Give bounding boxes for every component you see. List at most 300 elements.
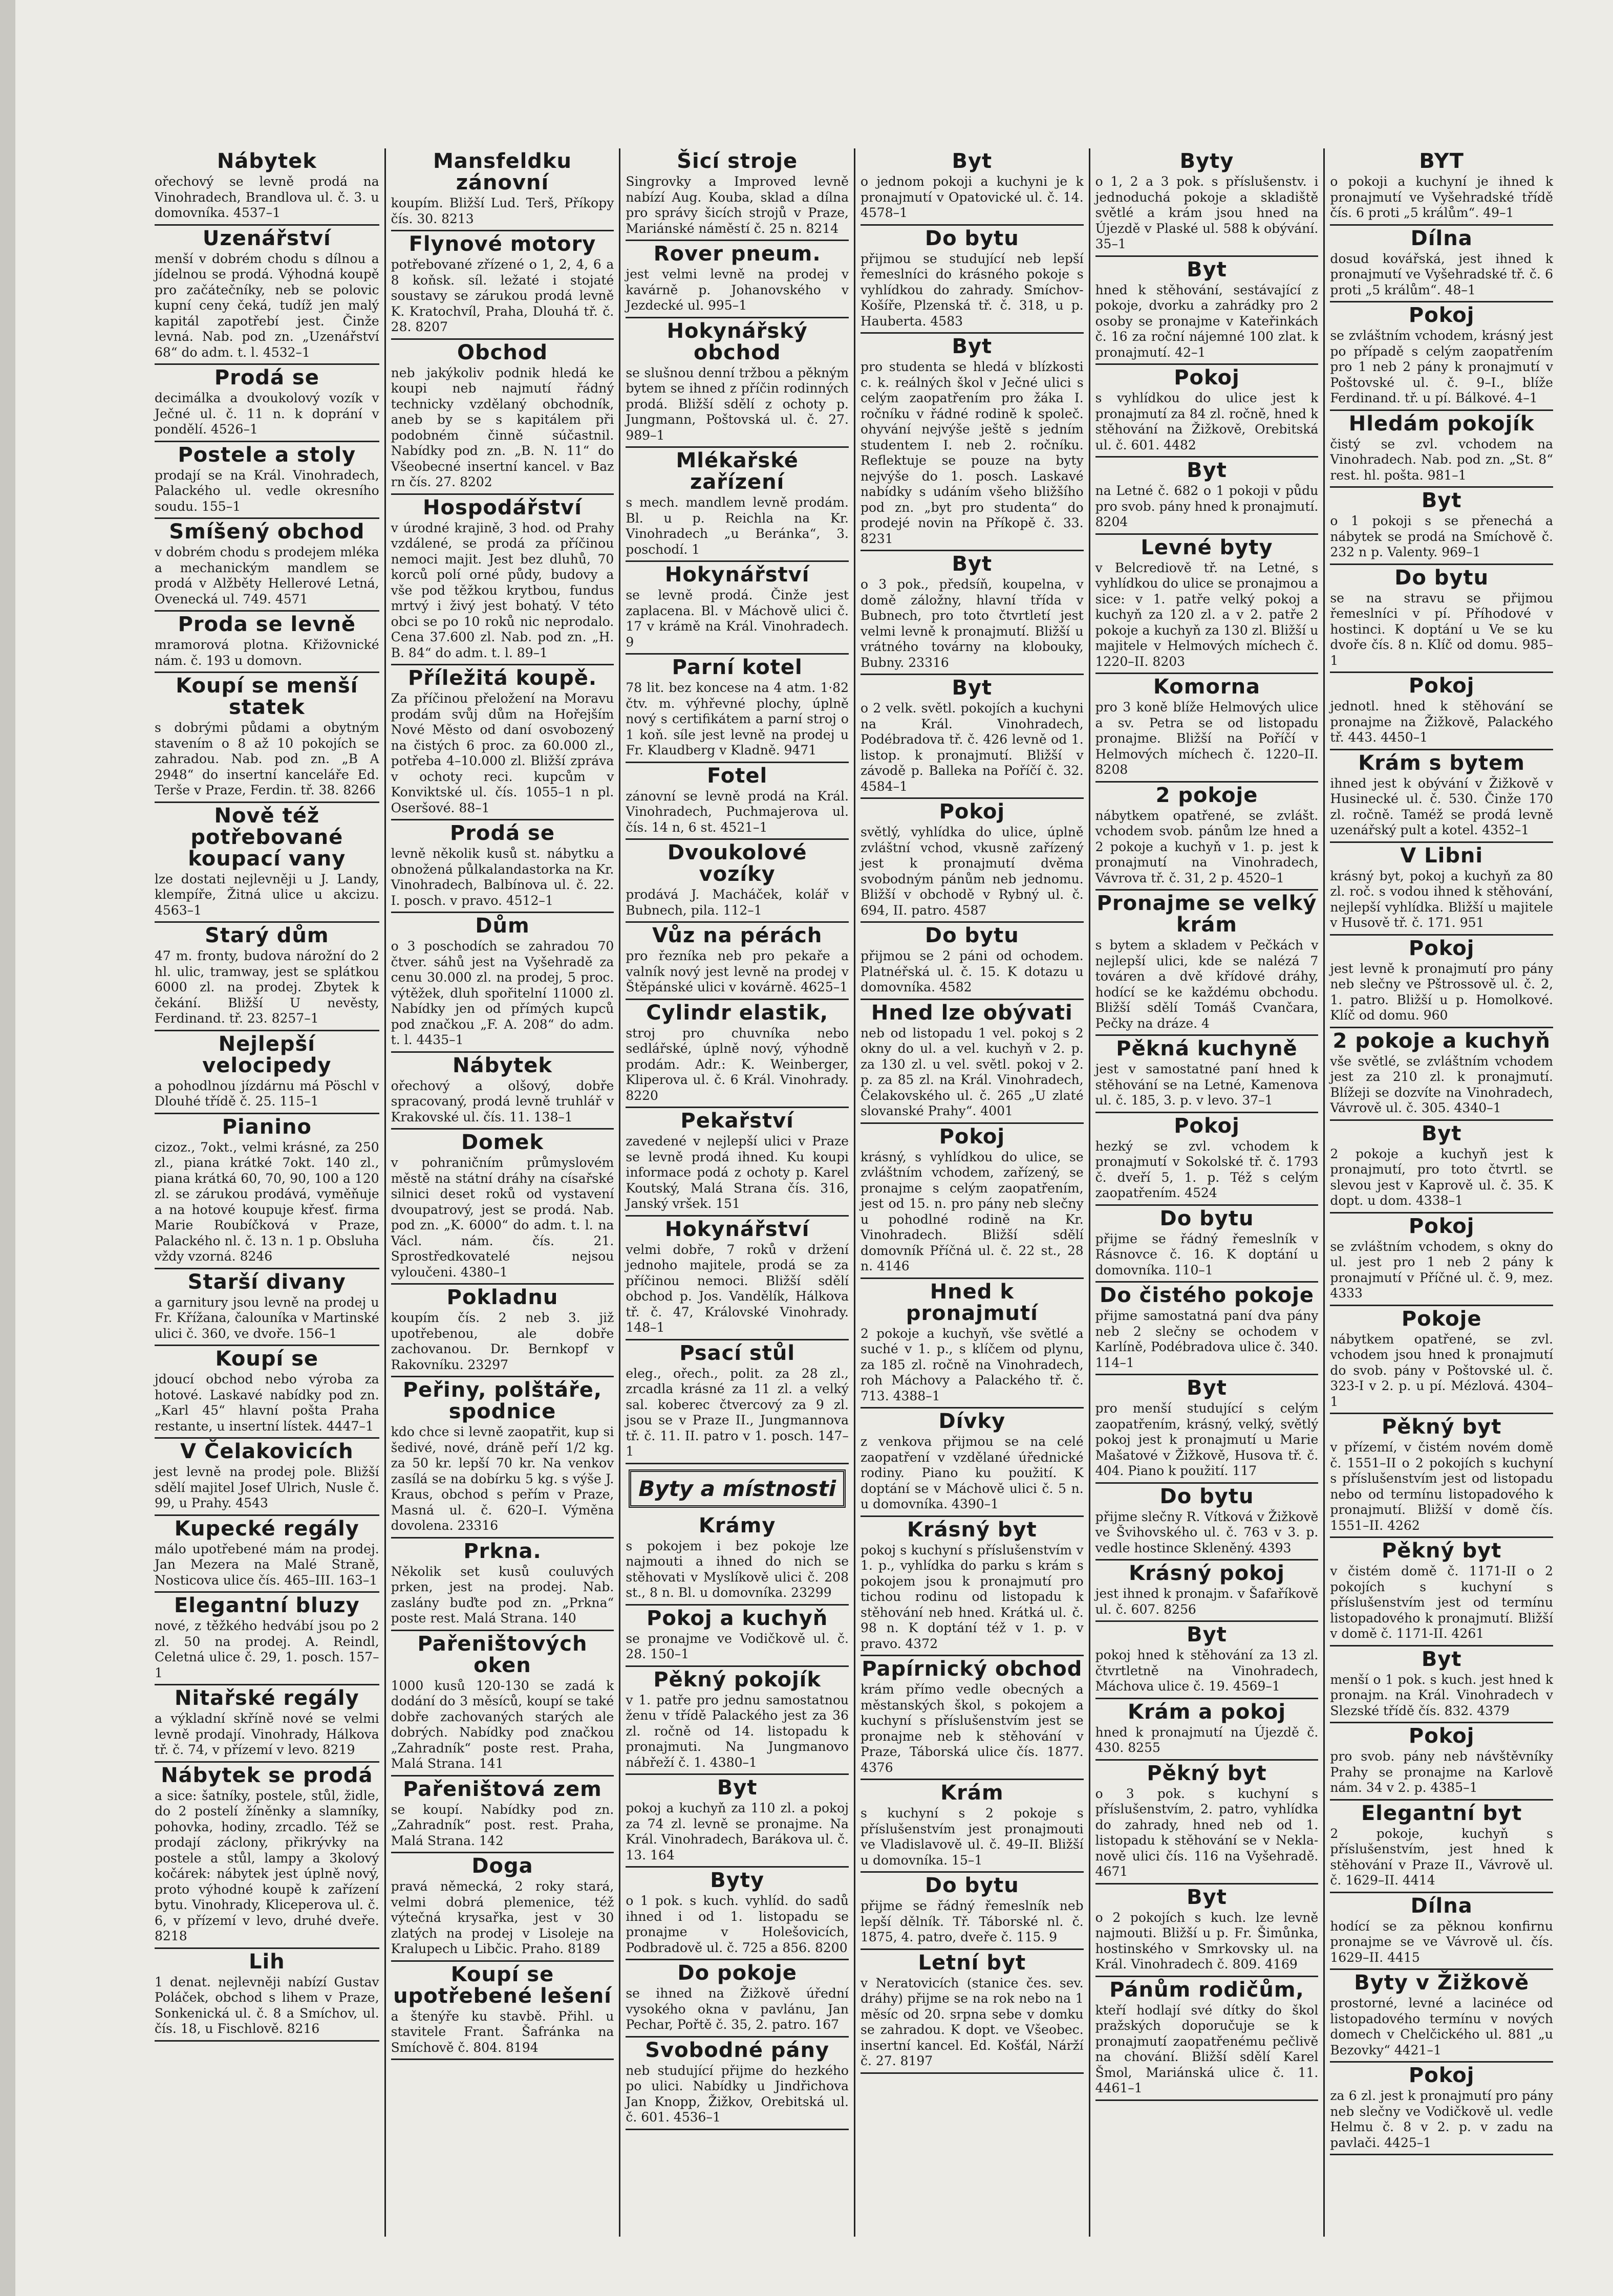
ad-body: čistý se zvl. vchodem na Vinohradech. Nab. pod zn. „St. 8“ rest. hl. pošta. 981–1 [1330,436,1553,483]
ad-body: dosud kovářská, jest ihned k pronajmutí ve Vyšehradské tř. č. 6 proti „5 králům“. 48–1 [1330,251,1553,297]
classified-ad [1095,257,1319,365]
classified-ad [155,923,379,1031]
ad-body: o jednom pokoji a kuchyni je k pronajmutí v Opatovické ul. č. 14. 4578–1 [860,174,1084,220]
ad-heading: BYT [1419,149,1464,173]
ad-body: 2 pokoje, kuchyň s příslušenstvím, jest hned k stěhování v Praze II., Vávrově ul. č. 1629–II. 4414 [1330,1826,1553,1888]
ad-heading: Byt [952,552,993,576]
ad-body: Za příčinou přeložení na Moravu prodám svůj dům na Hořejším Nové Město od daní osvobozený na čistých 6 proc. za 60.000 zl., potřeba 4–10.000 zl. Bližší zpráva v ochoty reci. kupcům v Konviktské ul. čís. 1055–1 n pl. Oseršové. 88–1 [391,691,614,815]
classified-ad [1095,535,1319,675]
ad-body: přijmou se studující neb lepší řemeslníci do krásného pokoje s vyhlídkou do zahrady. Smíchov-Košíře, Plzenská tř. č. 318, u p. Hauberta. 4583 [860,251,1084,329]
ad-heading: Vůz na pérách [652,924,823,947]
ad-heading: Pokoje [1401,1307,1482,1331]
ad-heading: Fotel [707,764,768,788]
classified-ad [1095,1283,1319,1375]
ad-body: hned k pronajmutí na Újezdě č. 430. 8255 [1095,1724,1319,1755]
ad-heading: Pařeništových oken [417,1632,588,1677]
ad-body: Několik set kusů couluvých prken, jest na prodej. Nab. zaslány buďte pod zn. „Prkna“ poste rest. Malá Strana. 140 [391,1564,614,1626]
ad-heading: Pánům rodičům, [1109,1978,1304,2002]
ad-body: s dobrými půdami a obytným stavením o 8 až 10 pokojích se zahradou. Nab. pod zn. „B A 2948“ do insertní kanceláře Ed. Terše v Praze, Ferdin. tř. 38. 8266 [155,720,379,797]
ad-body: 78 lit. bez koncese na 4 atm. 1·82 čtv. m. výhřevné plochy, úplně nový s certifikátem a parní stroj o 1 koň. síle jest levně na prodej u Fr. Klaudberg v Kladně. 9471 [626,680,849,757]
ad-heading: Hospodářství [423,495,582,519]
ad-heading: Byt [717,1776,758,1800]
ad-body: jednotl. hned k stěhování se pronajme na Žižkově, Palackého tř. 443. 4450–1 [1330,699,1553,745]
classified-ad [1095,1036,1319,1113]
ad-heading: Hned lze obývati [871,1001,1073,1025]
ad-heading: Nitařské regály [174,1686,359,1710]
ad-heading: Krám s bytem [1358,751,1525,775]
ad-body: jest ihned k pronajm. v Šafaříkově ul. č. 607. 8256 [1095,1586,1319,1617]
ad-heading: Psací stůl [679,1341,795,1365]
ad-heading: Pokoj [1174,1114,1240,1138]
ad-heading: 2 pokoje a kuchyň [1332,1029,1551,1053]
classified-ad [1095,1885,1319,1977]
ad-body: velmi dobře, 7 roků v držení jednoho majitele, prodá se za příčinou nemoci. Bližší sdělí obchod p. Jos. Vandělík, Hálkova tř. č. 47, Královské Vinohrady. 148–1 [626,1242,849,1335]
ad-heading: Pokoj [1174,366,1240,389]
classified-ad [155,1593,379,1685]
classified-ad [861,1124,1084,1279]
ad-body: se ihned na Žižkově úřední vysokého okna v pavlánu, Jan Pechar, Pořtě č. 35, 2. patro. 167 [626,1986,849,2032]
classified-ad [626,1000,849,1109]
ad-heading: Pokoj [1408,2064,1475,2087]
ad-heading: Pokoj [1408,674,1475,698]
ad-body: v přízemí, v čistém novém domě č. 1551–II o 2 pokojích s kuchyní s příslušenstvím jest od listopadu nebo od termínu listopadového k pronajmutí. Bližší v domě čís. 1551–II. 4262 [1330,1440,1553,1533]
classified-ad [155,1346,379,1439]
ad-body: se koupí. Nabídky pod zn. „Zahradník“ post. rest. Praha, Malá Strana. 142 [391,1802,614,1848]
classified-ad [861,226,1084,334]
ad-heading: Hned k pronajmutí [906,1280,1038,1325]
column-2 [384,148,619,2237]
ad-heading: Dům [475,914,530,938]
ad-body: se na stravu se přijmou řemeslníci v pí. Příhodové v hostinci. K doptání u Ve se ku dvoře čís. 8 n. Klíč od domu. 985–1 [1330,590,1553,668]
classified-ad [1330,1723,1553,1801]
classified-ad [155,148,379,226]
ad-body: cizoz., 7okt., velmi krásné, za 250 zl., piana krátké 7okt. 140 zl., piana krátká 60, 70, 90, 100 a 120 zl. se zárukou prodává, vyměňuje a na hotové koupuje křesť. firma Marie Roubíčková v Praze, Palackého nl. č. 13 n. 1 p. Obsluha vždy vzorná. 8246 [155,1139,379,1264]
ad-body: v čistém domě č. 1171-II o 2 pokojích s kuchyní s příslušenstvím jest od termínu listopadového k pronajmutí. Bližší v domě č. 1171-II. 4261 [1330,1564,1553,1641]
ad-body: ihned jest k obývání v Žižkově v Husinecké ul. č. 530. Činže 170 zl. ročně. Taméž se prodá levně uzenářský pult a kotel. 4352–1 [1330,775,1553,837]
classified-ad [155,673,379,803]
classified-ad [391,913,614,1053]
ad-heading: Byt [952,335,993,358]
classified-ad [391,1285,614,1377]
classified-ad [626,1340,849,1464]
ad-heading: Cylindr elastik, [646,1001,829,1025]
classified-ad [861,1780,1084,1873]
classified-ad [1330,936,1553,1028]
classified-ad [391,1777,614,1854]
ad-body: stroj pro chuvníka nebo sedlářské, úplně nový, výhodně prodám. Adr.: K. Weinberger, Kliperova ul. č. 6 Král. Vinohrady. 8220 [626,1025,849,1103]
classified-ad [861,923,1084,1000]
ad-body: neb od listopadu 1 vel. pokoj s 2 okny do ul. a vel. kuchyň v 2. p. za 130 zl. u vel. světl. pokoj v 2. p. za 85 zl. na Král. Vinohradech, Čelakovského ul. č. 265 „U zlaté slovanské Prahy“. 4001 [860,1025,1084,1118]
classified-ad [1095,148,1319,257]
ad-body: pokoj a kuchyň za 110 zl. a pokoj za 74 zl. levně se pronajme. Na Král. Vinohradech, Barákova ul. č. 13. 164 [626,1801,849,1862]
classified-ad [861,675,1084,799]
ad-heading: Do bytu [1159,1484,1254,1508]
ad-heading: Byty v Žižkově [1354,1971,1530,1995]
ad-heading: Pěkný byt [1147,1761,1267,1785]
ad-body: o 2 velk. světl. pokojích a kuchyni na Král. Vinohradech, Podébradova tř. č. 426 levně od 1. listop. k pronajmutí. Bližší v závodě p. Balleka na Poříčí č. 32. 4584–1 [860,701,1084,794]
classified-ad [155,365,379,442]
ad-body: a sice: šatníky, postele, stůl, židle, do 2 postelí žíněnky a slamníky, pohovka, hodiny, zrcadlo. Též se prodají záclony, přikrývky na postele a stůl, lampy a 3kolový kočárek: nábytek jest úplně nový, proto výhodné koupě k zařízení bytu. Vinohrady, Kliceperova ul. č. 6, v přízemí v levo, druhé dveře. 8218 [155,1788,379,1943]
ad-heading: Mlékařské zařízení [676,449,799,494]
classified-ad [1330,843,1553,936]
ad-heading: Nábytek [217,149,317,173]
ad-body: 1000 kusů 120-130 se zadá k dodání do 3 měsíců, koupí se také dobře zachovaných starých ale dobrých. Nabídky pod značkou „Zahradník“ poste rest. Praha, Malá Strana. 141 [391,1678,614,1771]
ad-heading: Postele a stoly [178,443,356,467]
ad-heading: Dvoukolové vozíky [667,841,807,886]
ad-heading: V Čelakovicích [180,1440,354,1463]
ad-body: se levně prodá. Činže jest zaplacena. Bl. v Máchově ulici č. 17 v krámě na Král. Vinohradech. 9 [626,588,849,649]
classified-ad [626,2038,849,2130]
ad-body: jest levně na prodej pole. Bližší sdělí majitel Josef Ulrich, Nusle č. 99, u Prahy. 4543 [155,1464,379,1510]
classified-ad [626,1108,849,1217]
classified-ad [155,1516,379,1593]
classified-ad [626,763,849,840]
ad-body: vše světlé, se zvláštním vchodem jest za 210 zl. k pronajmutí. Blížeji se dozvíte na Vinohradech, Vávrově ul. č. 305. 4340–1 [1330,1053,1553,1115]
classified-ad [1330,1306,1553,1415]
classified-ad [1330,1028,1553,1121]
newspaper-page [149,148,1558,2237]
classified-ad [1095,1761,1319,1885]
ad-body: a pohodlnou jízdárnu má Pöschl v Dlouhé třídě č. 25. 115–1 [155,1078,379,1109]
ad-body: o 3 pok., předsíň, koupelna, v domě záložny, hlavní třída v Bubnech, pro toto čtvrtletí jest velmi levně k pronajmutí. Bližší u vrátného továrny na klobouky, Bubny. 23316 [860,577,1084,670]
ad-body: o 1, 2 a 3 pok. s příslušenstv. i jednoduchá pokoje a skladiště světlé a krám jsou hned na Újezdě v Plaské ul. 588 k obývání. 35–1 [1095,174,1319,251]
ad-heading: Pěkný pokojík [653,1667,821,1692]
ad-body: v Neratovicích (stanice čes. sev. dráhy) přijme se na rok nebo na 1 měsíc od 20. srpna sebe v domku se zahradou. K dopt. ve Všeobec. insertní kancel. Ed. Košťál, Nárží č. 27. 8197 [860,1975,1084,2068]
ad-heading: Svobodné pány [645,2038,830,2062]
ad-body: s pokojem i bez pokoje lze najmouti a ihned do nich se stěhovati v Myslíkově ulici č. 208 st., 8 n. Bl. u domovníka. 23299 [626,1538,849,1600]
ad-heading: Pěkný byt [1381,1415,1502,1439]
ad-heading: Levné byty [1141,535,1273,559]
ad-heading: Starší divany [187,1270,346,1294]
ad-body: o 1 pokoji s se přenechá a nábytek se prodá na Smíchově č. 232 n p. Valenty. 969–1 [1330,513,1553,559]
ad-heading: Pokoj a kuchyň [647,1606,828,1630]
ad-body: s kuchyní s 2 pokoje s příslušenstvím jest pronajmouti ve Vladislavově ul. č. 49–II. Bližší u domovníka. 15–1 [860,1806,1084,1868]
classified-ad [626,318,849,448]
ad-heading: Doga [471,1854,533,1878]
ad-body: prostorné, levné a lacinéce od listopadového termínu v nových domech v Chelčického ul. 881 „u Bezovky“ 4421–1 [1330,1996,1553,2057]
ad-body: menší v dobrém chodu s dílnou a jídelnou se prodá. Výhodná koupě pro začátečníky, neb se polovic kupní ceny čeká, tudíž jen malý kapitál zapotřebí jest. Činže levná. Nab. pod zn. „Uzenářství 68“ do adm. t. l. 4532–1 [155,251,379,360]
ad-body: nábytkem opatřené, se zvl. vchodem jsou hned k pronajmutí do svob. pány v Poštovské ul. č. 323-I v 2. p. u pí. Mézlová. 4304–1 [1330,1331,1553,1409]
ad-body: ořechový a olšový, dobře spracovaný, prodá levně truhlář v Krakovské ul. čís. 11. 138–1 [391,1078,614,1124]
ad-body: 47 m. fronty, budova nárožní do 2 hl. ulic, tramway, jest se splátkou 6000 zl. na prodej. Zbytek k čekání. Bližší U nevěsty, Ferdinand. tř. 23. 8257–1 [155,948,379,1026]
ad-body: málo upotřebené mám na prodej. Jan Mezera na Malé Straně, Nosticova ulice čís. 465–III. 163–1 [155,1541,379,1588]
ad-body: krásný, s vyhlídkou do ulice, se zvláštním vchodem, zařízený, se pronajme s celým zaopatřením, jest od 15. n. pro pány neb slečny u pohodlné rodině na Kr. Vinohradech. Bližší sdělí domovník Příčná ul. č. 22 st., 28 n. 4146 [860,1149,1084,1273]
ad-body: prodává J. Macháček, kolář v Bubnech, pila. 112–1 [626,887,849,918]
ad-heading: Dívky [938,1410,1006,1433]
ad-heading: Pokoj [939,800,1005,824]
classified-ad [391,1631,614,1777]
classified-ad [1095,365,1319,458]
classified-ad [1330,1647,1553,1724]
classified-ad [626,1667,849,1775]
classified-ad [861,334,1084,551]
classified-ad [391,340,614,495]
classified-ad [861,1873,1084,1950]
ad-heading: Peřiny, polštáře, spodnice [402,1378,603,1423]
ad-body: v dobrém chodu s prodejem mléka a mechanickým mandlem se prodá v Alžběty Hellerové Letná, Ovenecká ul. 749. 4571 [155,545,379,607]
ad-heading: Domek [461,1131,544,1154]
classified-ad [626,840,849,923]
ad-body: potřebované zřízené o 1, 2, 4, 6 a 8 koňsk. síl. ležaté i stojaté soustavy se zárukou prodá levně K. Kratochvíl, Praha, Dlouhá tř. č. 28. 8207 [391,257,614,334]
classified-ad [391,665,614,820]
ad-heading: Nejlepší velocipedy [202,1032,332,1077]
ad-body: přijmou se 2 páni od ochodem. Platnéřská ul. č. 15. K dotazu u domovníka. 4582 [860,948,1084,994]
ad-heading: Hledám pokojík [1348,411,1535,436]
classified-ad [155,519,379,612]
classified-ad [1095,674,1319,783]
ad-heading: Do bytu [924,924,1019,947]
ad-body: lze dostati nejlevněji u J. Landy, klempíře, Žitná ulice u akcizu. 4563–1 [155,871,379,918]
ad-body: neb studující přijme do hezkého po ulici. Nabídky u Jindřichova Jan Knopp, Žižkov, Orebitská ul. č. 601. 4536–1 [626,2063,849,2125]
ad-heading: Byt [1421,489,1462,512]
classified-ad [1095,1206,1319,1283]
ad-heading: Pokoj [1408,1724,1475,1748]
classified-ad [861,1517,1084,1657]
scan-edge-left [0,0,15,2296]
classified-ad [1095,458,1319,535]
classified-ad [626,1775,849,1868]
classified-ad [1330,1121,1553,1214]
ad-heading: Prodá se [449,821,555,845]
classified-ad [1330,673,1553,750]
ad-heading: Pokoj [1408,936,1475,960]
classified-ad [1330,1214,1553,1306]
ad-heading: Krám [940,1781,1004,1805]
ad-heading: Pianino [222,1115,312,1139]
classified-ad [626,1868,849,1960]
ad-heading: Pekařství [680,1109,794,1133]
ad-body: v pohraničním průmyslovém městě na státní dráhy na císařské silnici deset roků od vystavení dvoupatrový, jest se prodá. Nab. pod zn. „K. 6000“ do adm. t. l. na Václ. nám. čís. 21. Sprostředkovatelé nejsou vyloučeni. 4380–1 [391,1155,614,1280]
ad-body: se pronajme ve Vodičkově ul. č. 28. 150–1 [626,1631,849,1661]
ad-body: eleg., ořech., polit. za 28 zl., zrcadla krásné za 11 zl. a velký sal. koberec čtvercový za 9 zl. jsou se v Praze II., Jungmannova tř. č. 11. II. patro v 1. posch. 147–1 [626,1366,849,1459]
ad-heading: Krámy [698,1513,776,1537]
column-1 [149,148,384,2237]
ad-body: pravá německá, 2 roky stará, velmi dobrá plemenice, též výtečná krysařka, jest v 30 zlatých na prodej v Lisoleje na Kralupech u Libčic. Praho. 8189 [391,1879,614,1956]
ad-heading: Pokoj [1408,304,1475,327]
classified-ad [626,562,849,655]
classified-ad [1095,783,1319,891]
ad-heading: Byt [1187,1376,1227,1400]
classified-ad [626,923,849,1000]
ad-heading: Hokynářství [664,563,810,587]
ad-body: na Letné č. 682 o 1 pokoji v půdu pro svob. pány hned k pronajmutí. 8204 [1095,483,1319,529]
ad-heading: Koupí se [215,1347,319,1371]
classified-ad [155,1685,379,1763]
classified-ad [861,148,1084,226]
ad-body: s bytem a skladem v Pečkách v nejlepší ulici, kde se nalézá 7 továren a dvě křídové dráhy, hodící se ke každému obchodu. Bližší sdělí Tomáš Cvančara, Pečky na dráze. 4 [1095,938,1319,1031]
classified-ad [626,448,849,562]
classified-ad [155,1269,379,1347]
ad-body: v Belcrediově tř. na Letné, s vyhlídkou do ulice se pronajmou a sice: v 1. patře velký pokoj a kuchyň za 120 zl. a v 2. patře 2 pokoje a kuchyň za 130 zl. Bližší u majitele v Helmových míchech č. 1220–II. 8203 [1095,560,1319,669]
ad-heading: Papírnický obchod [862,1657,1083,1681]
ad-body: nové, z těžkého hedvábí jsou po 2 zl. 50 na prodej. A. Reindl, Celetná ulice č. 29, 1. posch. 157–1 [155,1618,379,1680]
ad-heading: Starý dům [205,924,329,947]
ad-body: kteří hodlají své dítky do škol pražských doporučuje se k pronajmutí zaopatřenému pečlivě na chování. Bližší sdělí Karel Šmol, Mariánská ulice č. 11. 4461–1 [1095,2002,1319,2095]
ad-heading: Dílna [1410,1894,1473,1918]
ad-heading: Smíšený obchod [169,520,365,544]
ad-heading: Byt [1187,1623,1227,1647]
ad-body: hodící se za pěknou konfirnu pronajme se ve Vávrově ul. čís. 1629–II. 4415 [1330,1918,1553,1965]
ad-heading: Byt [952,149,993,173]
ad-heading: Do bytu [1394,566,1489,590]
ad-heading: Elegantní bluzy [174,1594,360,1617]
ad-heading: Do bytu [924,226,1019,250]
ad-body: jest v samostatné paní hned k stěhování se na Letné, Kamenova ul. č. 185, 3. p. v levo. 37–1 [1095,1062,1319,1108]
ad-heading: Prodá se [214,366,319,389]
ad-heading: Pokladnu [446,1286,558,1309]
ad-body: přijme se řádný řemeslník neb lepší dělník. Tř. Táborské nl. č. 1875, 4. patro, dveře č. 115. 9 [860,1898,1084,1944]
ad-heading: Kupecké regály [174,1517,359,1541]
ad-body: koupím čís. 2 neb 3. již upotřebenou, ale dobře zachovanou. Dr. Bernkopf v Rakovníku. 23297 [391,1310,614,1372]
classified-ad [626,1606,849,1667]
classified-ad [1330,302,1553,411]
ad-heading: Příležitá koupě. [407,666,597,690]
classified-ad [626,241,849,318]
classified-ad [1330,411,1553,488]
ad-heading: Letní byt [918,1951,1026,1975]
ad-heading: Rover pneum. [653,242,821,266]
ad-heading: Byt [1421,1121,1462,1145]
ad-body: přijme samostatná paní dva pány neb 2 slečny se ochodem v Karlíně, Podébradova ulice č. 340. 114–1 [1095,1308,1319,1370]
ad-body: pokoj hned k stěhování za 13 zl. čtvrtletně na Vinohradech, Máchova ulice č. 19. 4569–1 [1095,1648,1319,1694]
classified-ad [391,1539,614,1631]
ad-heading: Pronajme se velký krám [1096,892,1317,937]
ad-heading: Byty [710,1869,765,1892]
ad-body: v úrodné krajině, 3 hod. od Prahy vzdálené, se prodá za příčinou nemoci majit. Jest bez dluhů, 70 korců polí orné půdy, budovy a vše pod těžkou krytbou, fundus mrtvý i živý jest bohatý. V této obci se po 10 roků nic neprodalo. Cena 37.600 zl. Nab. pod zn. „H. B. 84“ do adm. t. l. 89–1 [391,520,614,660]
ad-heading: Proda se levně [178,613,356,636]
ad-heading: Byt [1421,1647,1462,1671]
ad-heading: Koupí se menší statek [176,674,358,719]
ad-body: jdoucí obchod nebo výroba za hotové. Laskavé nabídky pod zn. „Karl 45“ hlavní pošta Praha restante, u insertní lístek. 4447–1 [155,1372,379,1434]
ad-body: hezký se zvl. vchodem k pronajmutí v Sokolské tř. č. 1793 č. dveří 5, 1. p. Též s celým zaopatřením. 4524 [1095,1138,1319,1200]
ad-body: decimálka a dvoukolový vozík v Ječné ul. č. 11 n. k doprání v pondělí. 4526–1 [155,391,379,437]
ad-heading: Byty [1179,149,1234,173]
ad-body: pro řezníka neb pro pekaře a valník nový jest levně na prodej v Štěpánské ulici v kovárně. 4625–1 [626,948,849,994]
classified-ad [1095,1977,1319,2101]
ad-body: pro svob. pány neb návštěvníky Prahy se pronajme na Karlově nám. 34 v 2. p. 4385–1 [1330,1749,1553,1795]
ad-body: 2 pokoje a kuchyň, vše světlé a suché v 1. p., s klíčem od plynu, za 185 zl. ročně na Vinohradech, roh Máchovy a Palackého tř. č. 713. 4388–1 [860,1326,1084,1403]
classified-ad [861,1409,1084,1517]
classified-ad [391,495,614,666]
ad-body: o pokoji a kuchyní je ihned k pronajmutí ve Vyšehradské třídě čís. 6 proti „5 králům“. 49–1 [1330,174,1553,220]
ad-body: pro menší studující s celým zaopatřením, krásný, velký, světlý pokoj jest k pronajmutí u Marie Mašatové v Žižkově, Husova tř. č. 404. Piano k použití. 117 [1095,1401,1319,1478]
ad-body: o 3 pok. s kuchyní s příslušenstvím, 2. patro, vyhlídka do zahrady, hned neb od 1. listopadu k stěhování se v Neklanově ulici čís. 116 na Vyšehradě. 4671 [1095,1786,1319,1879]
ad-heading: Prkna. [463,1539,542,1563]
classified-ad [391,148,614,231]
ad-body: krásný byt, pokoj a kuchyň za 80 zl. roč. s vodou ihned k stěhování, nejlepší vyhlídka. Bližší u majitele v Husově tř. č. 171. 951 [1330,868,1553,930]
classified-ad [626,655,849,763]
classified-ad [1095,1699,1319,1761]
classified-ad [391,1853,614,1962]
classified-ad [626,148,849,241]
ad-heading: Krám a pokoj [1127,1700,1286,1724]
ad-heading: Byt [1187,459,1227,482]
ad-heading: Nábytek se prodá [161,1763,373,1787]
classified-ad [1330,750,1553,843]
classified-ad [1330,1801,1553,1893]
ad-heading: Pokoj [1408,1214,1475,1238]
ad-heading: Dílna [1410,226,1473,250]
ad-body: prodají se na Král. Vinohradech, Palackého ul. vedle okresního soudu. 155–1 [155,467,379,514]
ad-heading: Hokynářský obchod [666,319,808,364]
ad-heading: Hokynářství [664,1217,810,1241]
ad-body: pro 3 koně blíže Helmových ulice a sv. Petra se od listopadu pronajme. Bližší na Poříčí v Helmových míchech č. 1220–II. 8208 [1095,700,1319,777]
ad-body: hned k stěhování, sestávající z pokoje, dvorku a zahrádky pro 2 osoby se pronajme v Kateřinkách č. 16 za roční nájemné 100 zlat. k pronajmutí. 42–1 [1095,282,1319,360]
ad-heading: Byt [1187,1885,1227,1909]
classified-ad [861,551,1084,675]
ad-body: ořechový se levně prodá na Vinohradech, Brandlova ul. č. 3. u domovníka. 4537–1 [155,174,379,220]
ad-heading: Do pokoje [677,1961,797,1985]
column-6 [1323,148,1558,2237]
ad-heading: Parní kotel [672,656,803,679]
ad-heading: Byt [952,676,993,700]
ad-heading: Obchod [457,340,548,364]
classified-ad [861,799,1084,923]
ad-heading: Nábytek [452,1053,552,1077]
classified-ad [1330,1414,1553,1538]
classified-ad [155,1763,379,1949]
ad-body: levně několik kusů st. nábytku a obnožená půlkalandastorka na Kr. Vinohradech, Balbínova ul. č. 22. I. posch. v pravo. 4512–1 [391,846,614,908]
ad-heading: Komorna [1153,675,1261,699]
classified-ad [155,803,379,923]
ad-heading: Koupí se upotřebené lešení [393,1962,612,2008]
ad-body: v 1. patře pro jednu samostatnou ženu v třídě Palackého jest za 36 zl. ročně od 14. listopadu k pronajmuti. Na Jungmanovo nábřeží č. 1. 4380–1 [626,1692,849,1770]
classified-ad [861,1656,1084,1780]
ad-body: neb jakýkoliv podnik hledá ke koupi neb najmutí řádný technicky vzdělaný obchodník, aneb by se s kapitálem při podobném činně súčastnil. Nabídky pod zn. „B. N. 11“ do Všeobecné insertní kancel. v Baz rn čís. 27. 8202 [391,365,614,489]
classified-ad [1095,1113,1319,1206]
ad-body: přijme slečny R. Vítková v Žižkově ve Švihovského ul. č. 763 v 3. p. vedle hostince Skleněný. 4393 [1095,1509,1319,1555]
ad-body: nábytkem opatřené, se zvlášt. vchodem svob. pánům lze hned a 2 pokoje a kuchyň v 1. p. jest k pronajmutí na Vinohradech, Vávrova tř. č. 31, 2 p. 4520–1 [1095,808,1319,885]
ad-body: světlý, vyhlídka do ulice, úplně zvláštní vchod, vkusně zařízený jest k pronajmutí dvěma svobodným pánům neb jednomu. Bližší v obchodě v Rybný ul. č. 694, II. patro. 4587 [860,825,1084,918]
ad-heading: Krásný byt [907,1518,1037,1542]
classified-ad [1330,1970,1553,2063]
classified-ad [626,1513,849,1606]
ad-body: a výkladní skříně nové se velmi levně prodají. Vinohrady, Hálkova tř. č. 74, v přízemí v levo. 8219 [155,1711,379,1757]
ad-heading: Do bytu [924,1874,1019,1897]
classified-ad [391,820,614,913]
ad-body: krám přímo vedle obecných a městanských škol, s pokojem a kuchyní s příslušenstvím jest se pronajme neb k stěhování v Praze, Táborská ulice čís. 1877. 4376 [860,1682,1084,1775]
classified-ad [861,1950,1084,2074]
classified-ad [626,1217,849,1340]
ad-body: a štenýře ku stavbě. Přihl. u stavitele Frant. Šafránka na Smíchově č. 804. 8194 [391,2008,614,2055]
ad-body: s mech. mandlem levně prodám. Bl. u p. Reichla na Kr. Vinohradech „u Beránka“, 3. poschodí. 1 [626,495,849,557]
ad-body: s vyhlídkou do ulice jest k pronajmutí za 84 zl. ročně, hned k stěhování na Žižkově, Orebitská ul. č. 601. 4482 [1095,391,1319,452]
ad-heading: Pěkná kuchyně [1116,1037,1298,1060]
ad-heading: Byt [1187,257,1227,281]
ad-heading: Do bytu [1159,1206,1254,1230]
ad-body: 2 pokoje a kuchyň jest k pronajmutí, pro toto čtvrtl. se slevou jest v Kaprově ul. č. 35. K dopt. u dom. 4338–1 [1330,1146,1553,1208]
section-banner: Byty a místnosti [629,1469,846,1508]
ad-heading: V Libni [1400,843,1483,868]
ad-body: za 6 zl. jest k pronajmutí pro pány neb slečny ve Vodičkově ul. vedle Helmu č. 8 v 2. p. v zadu na pavlači. 4425–1 [1330,2088,1553,2150]
classified-ad [626,1960,849,2038]
classified-ad [155,1031,379,1114]
ad-heading: Pěkný byt [1381,1539,1502,1563]
classified-ad [1330,1893,1553,1970]
classified-ad [1330,565,1553,674]
classified-ad [391,1130,614,1285]
classified-ad [391,231,614,340]
ad-heading: Nově též potřebované koupací vany [188,804,346,871]
classified-ad [861,1000,1084,1124]
classified-ad [1330,488,1553,565]
classified-ad [155,1949,379,2042]
ad-heading: Krásný pokoj [1129,1562,1285,1585]
ad-body: zánovní se levně prodá na Král. Vinohradech, Puchmajerova ul. čís. 14 n, 6 st. 4521–1 [626,788,849,835]
classified-ad [1095,1375,1319,1484]
classified-ad [1095,1561,1319,1622]
ad-heading: Pařeništová zem [403,1777,602,1801]
